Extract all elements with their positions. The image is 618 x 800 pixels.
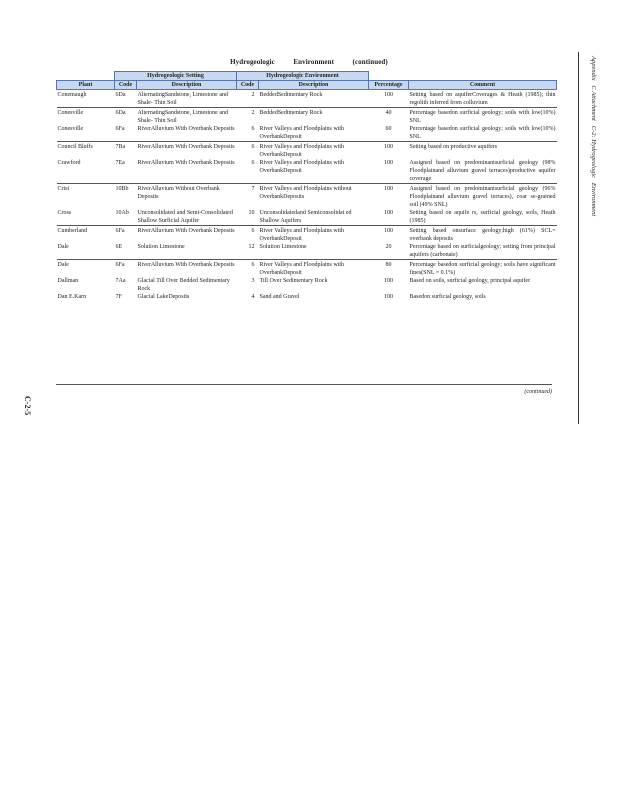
setting-code-cell: 10Ab xyxy=(115,210,129,216)
setting-description-cell: RiverAlluvium With Overbank Deposits xyxy=(137,260,237,278)
comment-cell: Setting based on aquife rs, surficial geology, soils, Heath (1985) xyxy=(409,210,556,224)
table-row xyxy=(57,125,557,142)
setting-code-cell: 10Bb xyxy=(115,184,137,210)
environment-description-cell: River Valleys and Floodplains without OverbankDeposits xyxy=(259,184,369,210)
comment-cell: Setting based onsurface geology;high (61%) SCL= overbank deposits xyxy=(409,226,557,244)
comment-cell: Setting based on aquiferCoverages & Heath (1985); thin regolith inferred from colluvium xyxy=(409,90,557,108)
setting-code-cell: 6Da xyxy=(115,90,137,108)
environment-code-cell: 2 xyxy=(237,108,259,126)
setting-description-cell: AlternatingSandstone, Limestone and Shale- Thin Soil xyxy=(137,108,237,126)
plant-cell: Crist xyxy=(57,184,115,210)
header-plant: Plant xyxy=(57,81,115,90)
comment-cell: Percentage basedon surficial geology; soils with low(10%) SNL xyxy=(409,108,557,126)
table-row xyxy=(57,260,557,278)
comment-cell: Assigned based on predominantsurficial geology (98% Floodplainand alluvium gravel terraces)productive aquifer coverage xyxy=(409,160,556,182)
environment-description-cell: River Valleys and Floodplains with OverbankDeposit xyxy=(259,160,345,174)
comment-cell: Percentage basedon surficial geology; soils with low(10%) SNL xyxy=(409,126,556,140)
environment-code-cell: 6 xyxy=(251,160,255,166)
percentage-cell: 100 xyxy=(369,90,409,108)
table-row xyxy=(57,108,557,126)
table-row xyxy=(57,293,557,302)
percentage-cell: 100 xyxy=(384,160,393,166)
plant-cell: Council Bluffs xyxy=(57,142,115,160)
percentage-cell: 20 xyxy=(385,244,392,250)
environment-description-cell: BeddedSedimentary Rock xyxy=(259,108,369,126)
environment-code-cell: 6 xyxy=(237,260,259,278)
setting-description-cell: RiverAlluvium With Overbank Deposits xyxy=(137,226,237,244)
environment-description-cell: River Valleys and Floodplains with OverbankDeposit xyxy=(259,126,345,140)
table-row xyxy=(57,277,557,293)
plant-cell: Dale xyxy=(57,260,115,278)
percentage-cell: 60 xyxy=(385,126,392,132)
setting-description-cell: RiverAlluvium Without Overbank Deposits xyxy=(137,184,237,210)
environment-description-cell: Till Over Sedimentary Rock xyxy=(259,278,328,284)
environment-description-cell: Sand and Gravel xyxy=(259,294,300,300)
header-code-2: Code xyxy=(237,81,259,90)
plant-cell: Crawford xyxy=(57,160,81,166)
comment-cell: Percentage based on surficialgeology; setting from principal aquifers (carbonate) xyxy=(409,244,556,258)
environment-code-cell: 2 xyxy=(237,90,259,108)
setting-code-cell: 7F xyxy=(115,294,122,300)
environment-description-cell: River Valleys and Floodplains with OverbankDeposit xyxy=(259,142,369,160)
plant-cell: Cumberland xyxy=(57,226,115,244)
environment-description-cell: Unconsolidatedand Semiconsolidat ed Shallow Aquifers xyxy=(259,210,352,224)
setting-code-cell: 6Fa xyxy=(115,226,137,244)
plant-cell: Dale xyxy=(57,244,69,250)
data-table xyxy=(56,71,557,302)
comment-cell: Setting based on productive aquifers xyxy=(409,142,557,160)
environment-code-cell: 6 xyxy=(237,142,259,160)
hydrogeologic-table xyxy=(56,71,556,302)
setting-code-cell: 6E xyxy=(115,244,123,250)
setting-description-cell: RiverAlluvium With Overbank Deposits xyxy=(137,142,237,160)
setting-description-cell: RiverAlluvium With Overbank Deposits xyxy=(137,160,235,166)
environment-code-cell: 12 xyxy=(248,244,255,250)
environment-description-cell: River Valleys and Floodplains with OverbankDeposit xyxy=(259,226,369,244)
header-description: Description xyxy=(137,81,237,90)
plant-cell: Dallman xyxy=(57,278,79,284)
plant-cell: Dan E.Karn xyxy=(57,294,87,300)
environment-description-cell: River Valleys and Floodplains with OverbankDeposit xyxy=(259,260,369,278)
environment-code-cell: 6 xyxy=(251,126,255,132)
setting-code-cell: 6Fa xyxy=(115,260,137,278)
setting-description-cell: Glacial Till Over Bedded Sedimentary Rock xyxy=(137,278,230,292)
percentage-cell: 80 xyxy=(369,260,409,278)
setting-code-cell: 6Fa xyxy=(115,126,125,132)
continued-note: (continued) xyxy=(524,389,552,395)
header-setting-group: Hydrogeologic Setting xyxy=(115,72,237,81)
side-caption: Appendix C Attachment C-2: Hydrogeologic Environment xyxy=(590,56,597,217)
comment-cell: Basedon surficial geology, soils xyxy=(409,294,486,300)
setting-code-cell: 7Ea xyxy=(115,160,125,166)
percentage-cell: 100 xyxy=(369,184,409,210)
setting-code-cell: 7Ba xyxy=(115,142,137,160)
table-row xyxy=(57,226,557,244)
table-row xyxy=(57,90,557,108)
environment-code-cell: 6 xyxy=(237,226,259,244)
header-comment: Comment xyxy=(409,81,557,90)
environment-code-cell: 4 xyxy=(251,294,255,300)
environment-description-cell: Solution Limestone xyxy=(259,244,307,250)
percentage-cell: 100 xyxy=(384,294,393,300)
margin-rule xyxy=(578,52,579,424)
setting-description-cell: AlternatingSandstone, Limestone and Shale- Thin Soil xyxy=(137,90,237,108)
setting-description-cell: Solution Limestone xyxy=(137,244,185,250)
plant-cell: Conesville xyxy=(57,126,84,132)
percentage-cell: 40 xyxy=(369,108,409,126)
setting-description-cell: Glacial LakeDeposits xyxy=(137,294,190,300)
page-title: Hydrogeologic Environment (continued) xyxy=(230,58,388,66)
header-percentage: Percentage xyxy=(369,81,409,90)
header-description-2: Description xyxy=(259,81,369,90)
setting-description-cell: Unconsolidated and Semi-Consolidated Shallow Surficial Aquifer xyxy=(137,210,233,224)
environment-code-cell: 7 xyxy=(237,184,259,210)
percentage-cell: 100 xyxy=(384,278,393,284)
table-row xyxy=(57,142,557,160)
percentage-cell: 100 xyxy=(369,142,409,160)
percentage-cell: 100 xyxy=(384,210,393,216)
comment-cell: Assigned based on predominantsurficial geology (96% Floodplainand alluvium gravel terraces), coar se-grained soil (49% SNL) xyxy=(409,184,557,210)
header-code: Code xyxy=(115,81,137,90)
environment-code-cell: 3 xyxy=(251,278,255,284)
percentage-cell: 100 xyxy=(369,226,409,244)
table-bottom-rule xyxy=(56,384,552,385)
table-row xyxy=(57,243,557,260)
table-row xyxy=(57,184,557,210)
comment-cell: Based on soils, surficial geology, principal aquifer xyxy=(409,278,531,284)
page-number: C-2-5 xyxy=(23,396,32,416)
table-row xyxy=(57,159,557,184)
comment-cell: Percentage basedon surficial geology; soils have significant fines(SNL = 0.1%) xyxy=(409,260,557,278)
setting-code-cell: 6Da xyxy=(115,108,137,126)
plant-cell: Conemaugh xyxy=(57,90,115,108)
plant-cell: Cross xyxy=(57,210,72,216)
table-row xyxy=(57,209,557,226)
setting-description-cell: RiverAlluvium With Overbank Deposits xyxy=(137,126,235,132)
environment-code-cell: 10 xyxy=(248,210,255,216)
setting-code-cell: 7Aa xyxy=(115,278,126,284)
plant-cell: Conesville xyxy=(57,108,115,126)
header-environment-group: Hydrogeologic Environment xyxy=(237,72,369,81)
environment-description-cell: BeddedSedimentary Rock xyxy=(259,90,369,108)
